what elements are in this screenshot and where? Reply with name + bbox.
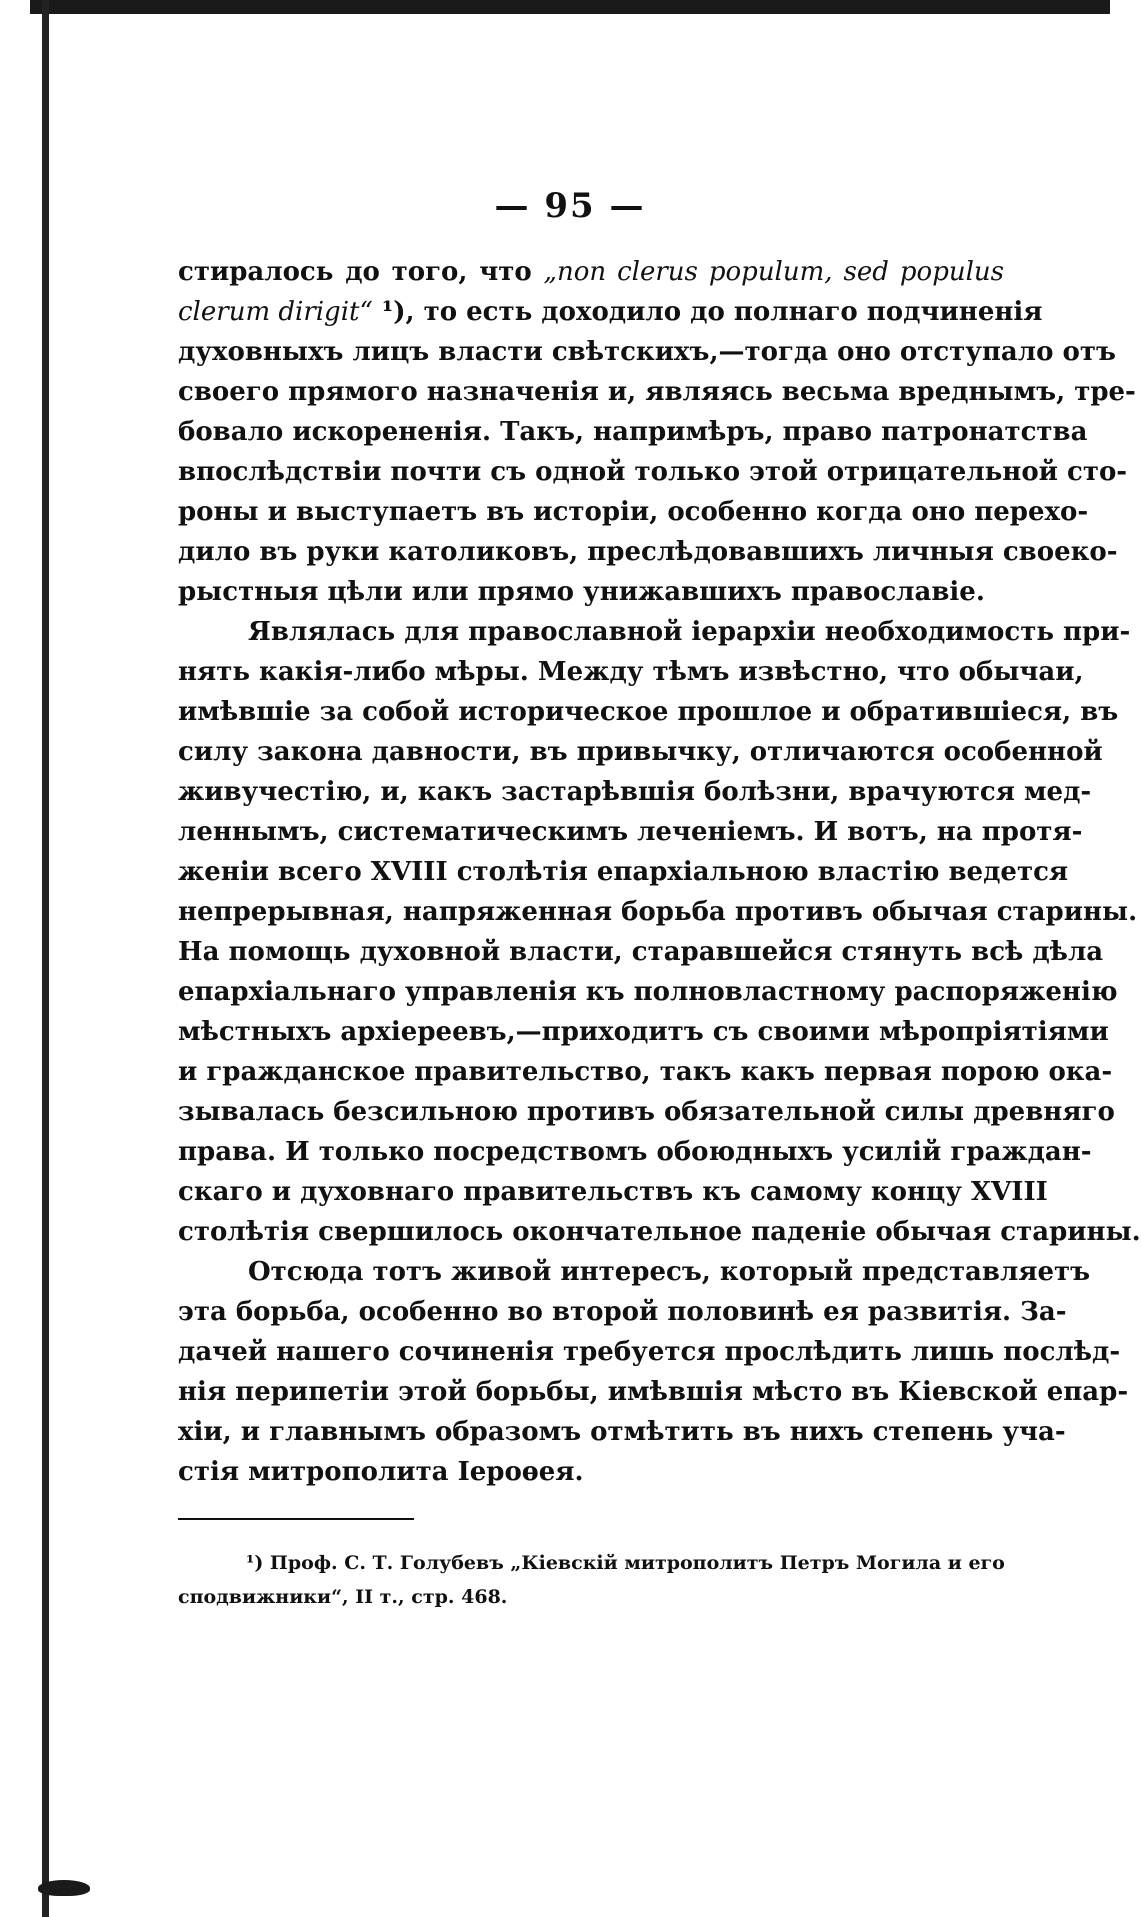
text-segment: духовныхъ лицъ власти свѣтскихъ,—тогда оно отступало отъ <box>178 337 1116 367</box>
text-segment: Являлась для православной іерархіи необходимость при- <box>248 617 1131 647</box>
text-segment: имѣвшіе за собой историческое прошлое и обратившіеся, въ <box>178 697 1119 727</box>
text-line <box>178 1452 1004 1492</box>
text-line <box>178 572 1004 612</box>
text-segment: ¹), то есть доходило до полнаго подчиненія <box>372 297 1043 327</box>
text-segment: своего прямого назначенія и, являясь весьма вреднымъ, тре- <box>178 377 1136 407</box>
text-line <box>178 892 1138 932</box>
footnote-line: ¹) Проф. С. Т. Голубевъ „Кіевскій митрополитъ Петръ Могила и его <box>246 1552 1005 1574</box>
body-text <box>178 252 1141 1492</box>
text-line <box>178 772 1092 812</box>
text-segment: силу закона давности, въ привычку, отличаются особенной <box>178 737 1103 767</box>
text-line <box>178 1012 1109 1052</box>
text-segment: дило въ руки католиковъ, преслѣдовавшихъ личныя своеко- <box>178 537 1118 567</box>
text-line <box>178 492 1089 532</box>
text-segment: мѣстныхъ архіереевъ,—приходитъ съ своими мѣропріятіями <box>178 1017 1109 1047</box>
text-line <box>178 1332 1121 1372</box>
text-segment: непрерывная, напряженная борьба противъ обычая старины. <box>178 897 1138 927</box>
text-segment: права. И только посредствомъ обоюдныхъ усилій граждан- <box>178 1137 1092 1167</box>
text-segment: роны и выступаетъ въ исторіи, особенно когда оно перехо- <box>178 497 1089 527</box>
text-segment: леннымъ, систематическимъ леченіемъ. И вотъ, на протя- <box>178 817 1083 847</box>
text-line <box>178 1252 1091 1292</box>
page-edge-top <box>30 0 1110 14</box>
text-line <box>178 1092 1115 1132</box>
text-segment: стиралось до того, что <box>178 257 544 287</box>
text-line <box>178 932 1104 972</box>
text-line <box>178 812 1083 852</box>
text-line <box>178 972 1118 1012</box>
page-number: — 95 — <box>494 186 646 226</box>
text-segment: столѣтія свершилось окончательное паденіе обычая старины. <box>178 1217 1141 1247</box>
text-segment: рыстныя цѣли или прямо унижавшихъ православіе. <box>178 577 985 607</box>
text-line <box>178 732 1103 772</box>
text-segment: зывалась безсильною противъ обязательной силы древняго <box>178 1097 1115 1127</box>
text-line <box>178 1212 1141 1252</box>
text-line <box>178 372 1136 412</box>
text-line <box>178 332 1116 372</box>
ink-blot <box>38 1880 90 1896</box>
text-line <box>178 412 1088 452</box>
text-line <box>178 452 1128 492</box>
text-line <box>178 1292 1067 1332</box>
text-line <box>178 692 1119 732</box>
text-segment: нять какія-либо мѣры. Между тѣмъ извѣстно, что обычаи, <box>178 657 1084 687</box>
latin-quote: „non clerus populum, sed populus <box>543 257 1004 287</box>
text-line <box>178 652 1084 692</box>
footnote-divider <box>178 1518 414 1520</box>
text-segment: хіи, и главнымъ образомъ отмѣтить въ нихъ степень уча- <box>178 1417 1066 1447</box>
text-line <box>178 1132 1092 1172</box>
text-segment: скаго и духовнаго правительствъ къ самому концу XVIII <box>178 1177 1048 1207</box>
text-segment: живучестію, и, какъ застарѣвшія болѣзни, врачуются мед- <box>178 777 1092 807</box>
text-segment: дачей нашего сочиненія требуется прослѣдить лишь послѣд- <box>178 1337 1121 1367</box>
text-segment: эта борьба, особенно во второй половинѣ ея развитія. За- <box>178 1297 1067 1327</box>
text-segment: Отсюда тотъ живой интересъ, который представляетъ <box>248 1257 1091 1287</box>
text-segment: На помощь духовной власти, старавшейся стянуть всѣ дѣла <box>178 937 1104 967</box>
text-segment: и гражданское правительство, такъ какъ первая порою ока- <box>178 1057 1113 1087</box>
text-line <box>178 1372 1129 1412</box>
footnote-line: сподвижники“, II т., стр. 468. <box>178 1586 508 1608</box>
text-line <box>178 252 1004 292</box>
text-line <box>178 292 1043 332</box>
text-line <box>178 532 1118 572</box>
text-line <box>178 612 1131 652</box>
latin-quote: clerum dirigit“ <box>178 297 373 327</box>
page-edge-left <box>42 0 49 1917</box>
text-segment: нія перипетіи этой борьбы, имѣвшія мѣсто въ Кіевской епар- <box>178 1377 1129 1407</box>
text-line <box>178 1052 1113 1092</box>
text-segment: стія митрополита Іероѳея. <box>178 1457 584 1487</box>
text-line <box>178 1412 1066 1452</box>
text-segment: бовало искорененія. Такъ, напримѣръ, право патронатства <box>178 417 1088 447</box>
text-segment: впослѣдствіи почти съ одной только этой отрицательной сто- <box>178 457 1128 487</box>
text-segment: епархіальнаго управленія къ полновластному распоряженію <box>178 977 1118 1007</box>
footnote <box>178 1546 1004 1614</box>
text-line <box>178 852 1069 892</box>
text-segment: женіи всего XVIII столѣтія епархіальною властію ведется <box>178 857 1069 887</box>
text-line <box>178 1172 1048 1212</box>
